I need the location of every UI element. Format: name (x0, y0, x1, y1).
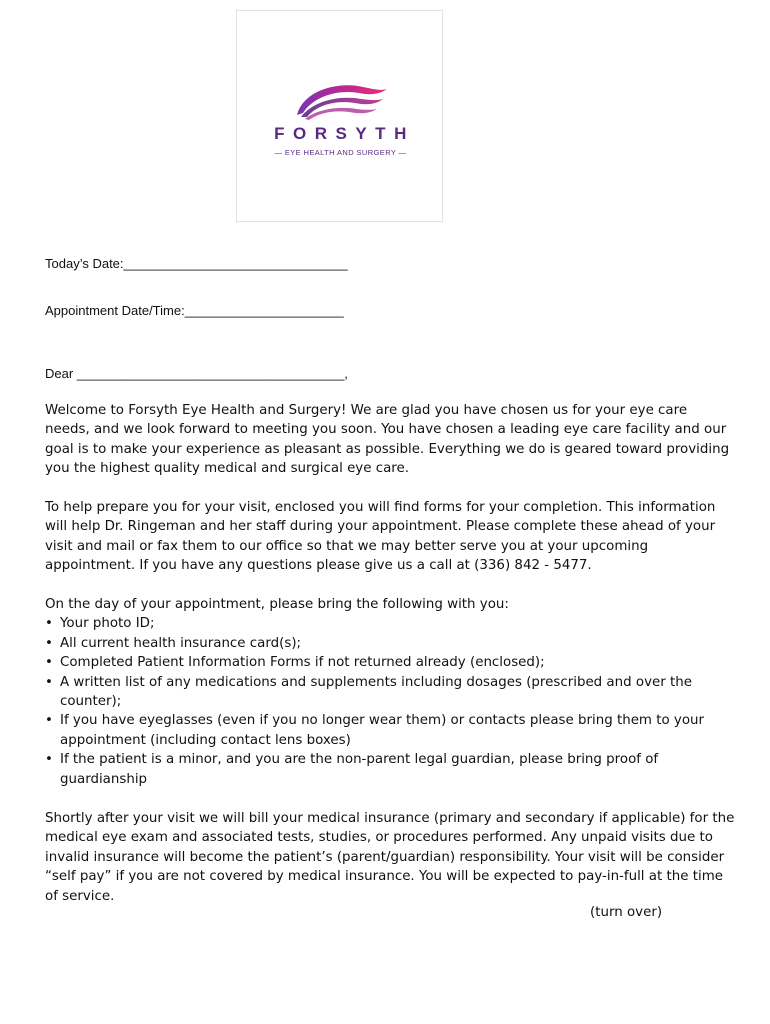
list-item-text: Your photo ID; (60, 616, 155, 632)
list-item-text: If the patient is a minor, and you are the non-parent legal guardian, please bring proof of guardianship (60, 752, 659, 787)
bullet-icon: • (45, 674, 53, 690)
bullet-icon: • (45, 713, 53, 729)
list-item (45, 614, 735, 633)
list-item (45, 653, 735, 672)
appointment-datetime-field: Appointment Date/Time:______________________ (45, 303, 344, 318)
bring-list (45, 614, 735, 789)
list-item (45, 750, 735, 789)
list-item (45, 711, 735, 750)
turn-over-note: (turn over) (590, 905, 663, 920)
welcome-paragraph (45, 401, 735, 479)
bullet-icon: • (45, 635, 53, 651)
list-item-text: All current health insurance card(s); (60, 635, 302, 651)
prepare-paragraph (45, 498, 735, 576)
prepare-text: To help prepare you for your visit, enclosed you will find forms for your completion. This information will help Dr. Ringeman and her staff during your appointment. Please complete these ahead of your visit and mail or fax them to our office so that we may better serve you at your upcoming appointment. If you have any questions please give us a call at (336) 842 - 5477. (45, 500, 716, 574)
welcome-text: Welcome to Forsyth Eye Health and Surgery! We are glad you have chosen us for your eye care needs, and we look forward to meeting you soon. You have chosen a leading eye care facility and our goal is to make your experience as pleasant as possible. Everything we do is geared toward providing you the highest quality medical and surgical eye care. (45, 403, 730, 477)
billing-text: Shortly after your visit we will bill your medical insurance (primary and secondary if applicable) for the medical eye exam and associated tests, studies, or procedures performed. Any unpaid visits due to invalid insurance will become the patient’s (parent/guardian) responsibility. Your visit will be consider “self pay” if you are not covered by medical insurance. You will be expected to pay-in-full at the time of service. (45, 811, 735, 904)
list-item (45, 634, 735, 653)
list-item (45, 673, 735, 712)
bring-intro: On the day of your appointment, please bring the following with you: (45, 597, 509, 612)
list-item-text: Completed Patient Information Forms if not returned already (enclosed); (60, 655, 545, 671)
bullet-icon: • (45, 655, 53, 671)
dear-salutation-field: Dear _____________________________________, (45, 366, 348, 381)
billing-paragraph (45, 809, 735, 906)
list-item-text: If you have eyeglasses (even if you no longer wear them) or contacts please bring them to your appointment (including contact lens boxes) (60, 713, 705, 748)
logo (236, 10, 443, 222)
logo-subtitle: — EYE HEALTH AND SURGERY — (274, 148, 407, 157)
list-item-text: A written list of any medications and supplements including dosages (prescribed and over the counter); (60, 674, 692, 710)
bullet-icon: • (45, 752, 53, 768)
bullet-icon: • (45, 616, 53, 632)
todays-date-field: Today’s Date:_______________________________ (45, 256, 348, 271)
bring-section (45, 595, 735, 789)
eye-swoosh-icon (293, 79, 389, 125)
logo-name: FORSYTH (274, 124, 415, 143)
